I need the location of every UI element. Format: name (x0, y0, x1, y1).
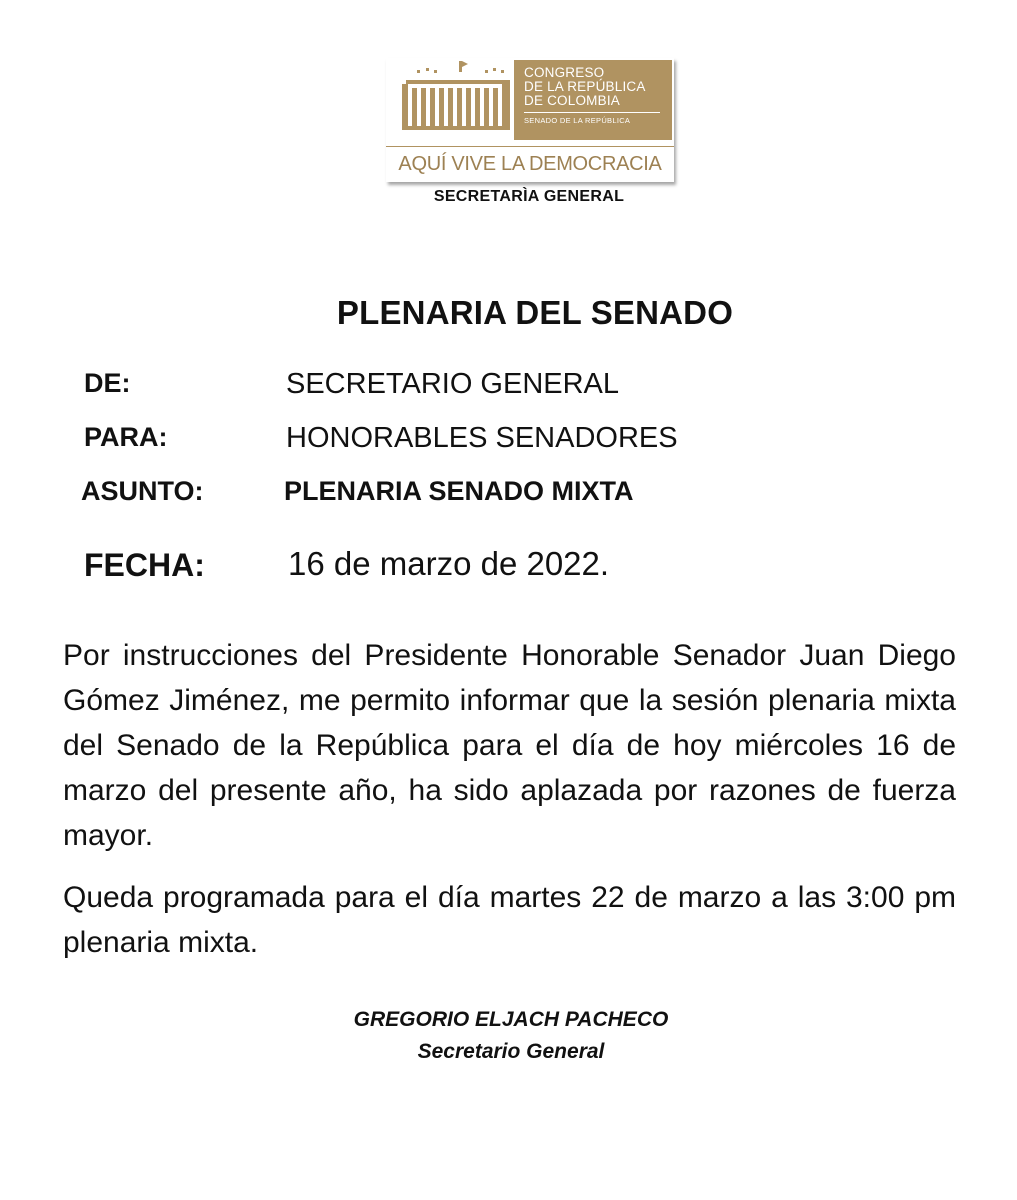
body-paragraph-1: Por instrucciones del Presidente Honorable Senador Juan Diego Gómez Jiménez, me permito informar que la sesión plenaria mixta del Senado de la República para el día de hoy miércoles 16 de marzo del presente año, ha sido aplazada por razones de fuerza mayor. (63, 639, 956, 852)
logo-text-panel (514, 60, 672, 140)
signatory-role: Secretario General (417, 1040, 605, 1063)
capitol-building-icon (386, 58, 514, 142)
document-title: PLENARIA DEL SENADO (336, 294, 734, 331)
logo-top-panel (386, 58, 674, 142)
congress-logo (386, 58, 674, 182)
asunto-value: PLENARIA SENADO MIXTA (284, 476, 634, 506)
para-value: HONORABLES SENADORES (286, 422, 678, 454)
fecha-label: FECHA: (84, 547, 205, 583)
logo-line-republica: DE LA REPÚBLICA (524, 79, 646, 94)
asunto-label: ASUNTO: (81, 476, 204, 506)
logo-line-colombia: DE COLOMBIA (524, 93, 620, 108)
logo-motto: AQUÍ VIVE LA DEMOCRACIA (386, 146, 674, 181)
de-label: DE: (84, 368, 131, 398)
para-label: PARA: (84, 422, 168, 452)
logo-line-congreso: CONGRESO (524, 65, 605, 80)
body-paragraph-2: Queda programada para el día martes 22 de marzo a las 3:00 pm plenaria mixta. (63, 881, 956, 959)
signatory-name: GREGORIO ELJACH PACHECO (353, 1008, 669, 1031)
fecha-value: 16 de marzo de 2022. (288, 545, 610, 582)
logo-divider (524, 112, 660, 113)
de-value: SECRETARIO GENERAL (286, 368, 620, 400)
office-name: SECRETARÌA GENERAL (433, 188, 625, 205)
logo-line-senado: SENADO DE LA REPÚBLICA (524, 116, 631, 125)
